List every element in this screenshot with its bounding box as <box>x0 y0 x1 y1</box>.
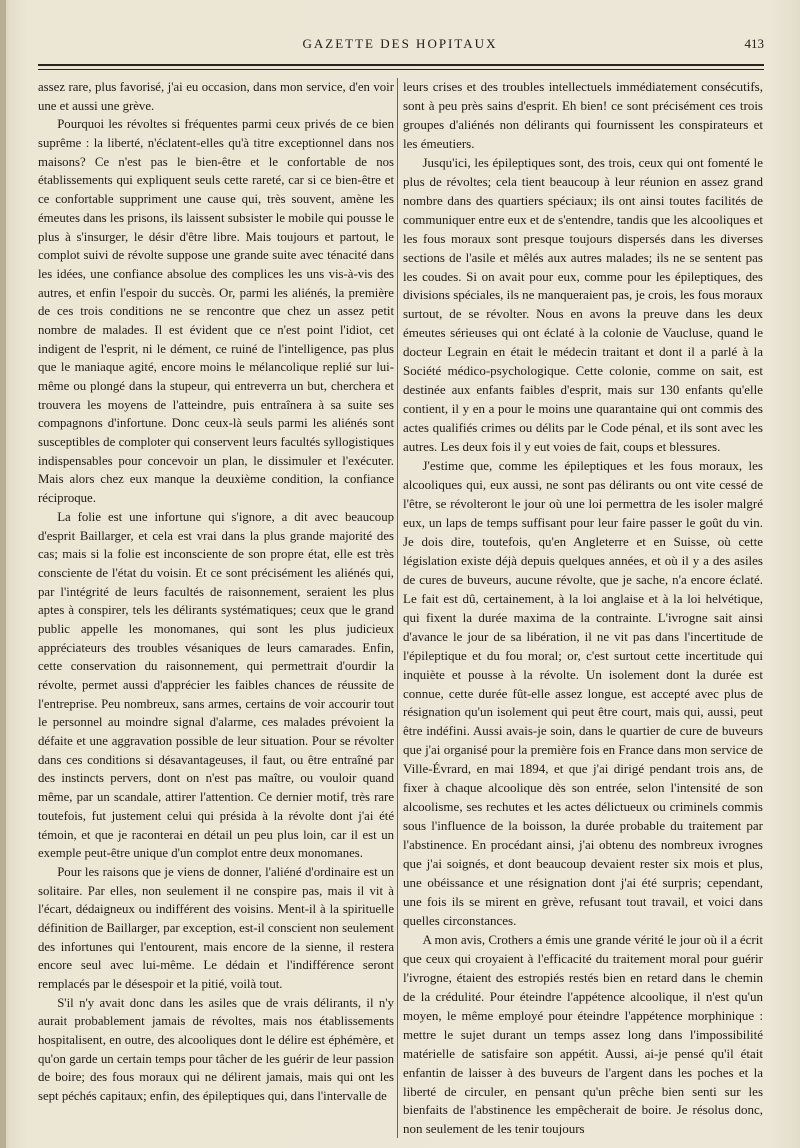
paragraph: A mon avis, Crothers a émis une grande vérité le jour où il a écrit que ceux qui croyaient à l'efficacité du traitement moral pour guérir l'ivrogne, étaient des estropiés restés bien en retard dans le chemin de la crédulité. Pour éteindre l'appétence alcoolique, il n'est qu'un moyen, le même employé pour éteindre l'appétence morphinique : mettre le sujet durant un temps assez long dans l'impossibilité matérielle de satisfaire son appétit. Aussi, ai-je pensé qu'il était enfantin de laisser à des buveurs de l'argent dans les poches et la liberté de circuler, en pensant qu'un prêche bien senti sur les bienfaits de l'abstinence les empêcherait de boire. Je résolus donc, non seulement de les tenir toujours <box>403 931 763 1137</box>
page-binding-edge <box>0 0 6 1148</box>
paragraph: Pourquoi les révoltes si fréquentes parmi ceux privés de ce bien suprême : la liberté, n'éclatent-elles qu'à titre exceptionnel dans nos maisons? Ce n'est pas le bien-être et le confortable de nos établissements qui expliquent seuls cette rareté, car si ce bien-être et ce confortable suppriment une cause qui, très souvent, amène les émeutes dans les prisons, ils laissent subsister le mobile qui pousse le plus à s'insurger, le désir d'être libre. Mais toujours et partout, le complot suivi de révolte suppose une grande suite avec ténacité dans les idées, une confiance absolue des complices les uns vis-à-vis des autres, et enfin l'espoir du succès. Or, parmi les aliénés, la première de ces trois conditions ne se rencontre que chez un assez petit nombre de malades. Il est évident que ce n'est point l'idiot, cet indigent de l'esprit, ni le dément, ce ruiné de l'intelligence, pas plus que le maniaque agité, encore moins le mélancolique replié sur lui-même ou plongé dans la stupeur, qui entreverra un but, cherchera et trouvera les moyens de l'atteindre, puis entraînera à sa suite ses compagnons d'infortune. Donc ceux-là seuls parmi les aliénés sont susceptibles de comploter qui conservent leurs facultés syllogistiques indispensables pour concevoir un plan, le dissimuler et l'exécuter. Mais alors chez eux manque la deuxième condition, la confiance réciproque. <box>38 117 394 506</box>
paragraph: Pour les raisons que je viens de donner, l'aliéné d'ordinaire est un solitaire. Par elles, non seulement il ne conspire pas, mais il vit à l'écart, dédaigneux ou indifférent des voisins. Ment-il à la spirituelle définition de Baillarger, par exception, est-il conscient non seulement des infortunes qui l'entourent, mais encore de la sienne, il restera encore seul avec lui-même. Le dédain et l'indifférence seront remplacés par le désespoir et la pitié, voilà tout. <box>38 864 394 991</box>
page-header <box>30 36 770 58</box>
running-title: GAZETTE DES HOPITAUX <box>302 36 498 51</box>
header-rule-thick <box>38 64 764 66</box>
left-column <box>38 78 394 1106</box>
page-number: 413 <box>744 36 764 51</box>
paragraph: S'il n'y avait donc dans les asiles que de vrais délirants, il n'y aurait probablement jamais de révoltes, mais nos établissements hospitalisent, en outre, des alcooliques dont le délire est éphémère, et qu'on garde un certain temps pour tâcher de les guérir de leur passion de boire; des fous moraux qui ne délirent jamais, mais qui ont les sept péchés capitaux; enfin, des épileptiques qui, dans l'intervalle de <box>38 995 394 1104</box>
paragraph: La folie est une infortune qui s'ignore, a dit avec beaucoup d'esprit Baillarger, et cela est vrai dans la plus grande majorité des cas; mais si la folie est inconsciente de son propre état, elle est très consciente de l'état du voisin. Et ce sont précisément les aliénés qui, par l'intégrité de leurs facultés de raisonnement, seraient les plus aptes à conspirer, tels les délirants systématiques; ceux que le grand public appelle les monomanes, qui sont les plus judicieux appréciateurs des troubles vésaniques de leurs camarades. Enfin, cette conservation du raisonnement, qui permettrait d'ourdir la révolte, permet aussi d'apprécier les faibles chances de réussite de l'entreprise. Peu nombreux, sans armes, certains de voir accourir tout le personnel au moindre signal d'alarme, ces malades prévoient la défaite et une aggravation possible de leur situation. Pour se révolter dans ces conditions si désavantageuses, il faut, ou être entraîné par des instincts pervers, dont on n'est pas maître, ou vouloir quand même, par un scandale, attirer l'attention. Ce dernier motif, très rare toutefois, fut justement celui qui présida à la révolte dont j'ai été témoin, et que je raconterai en détail un peu plus loin, car il est un exemple peut-être unique d'un complot entre deux monomanes. <box>38 509 394 861</box>
header-rule-thin <box>38 69 764 70</box>
paragraph: assez rare, plus favorisé, j'ai eu occasion, dans mon service, d'en voir une et aussi une grève. <box>38 80 394 113</box>
paragraph: Jusqu'ici, les épileptiques sont, des trois, ceux qui ont fomenté le plus de révoltes; cela tient beaucoup à leur réunion en assez grand nombre dans des quartiers spéciaux; ils ont ainsi toutes facilités de communiquer entre eux et de s'entendre, tandis que les alcooliques et les fous moraux sont presque toujours dispersés dans les diverses sections de l'asile et mêlés aux autres malades; ils ne se sentent pas les coudes. Si on avait pour eux, comme pour les épileptiques, des divisions spéciales, ils ne manqueraient pas, je crois, les fous moraux surtout, de se révolter. Nous en avons la preuve dans les deux émeutes sérieuses qui ont éclaté à la colonie de Vaucluse, quand le docteur Legrain en était le médecin traitant et dont il a parlé à la Société médico-psychologique. Cette colonie, comme on sait, est destinée aux enfants faibles d'esprit, mais sur 130 enfants qu'elle contient, il y en a pour le moins une quarantaine qui ont commis des actes qualifiés crimes ou délits par le Code pénal, et ils sont avec les autres. Les deux fois il y eut voies de fait, coups et blessures. <box>403 154 763 455</box>
paragraph: J'estime que, comme les épileptiques et les fous moraux, les alcooliques qui, eux aussi, ne sont pas délirants ou ont vite cessé de l'être, se révolteront le jour où une loi permettra de les isoler malgré eux, un laps de temps suffisant pour leur faire passer le goût du vin. Je dois dire, toutefois, qu'en Angleterre et en Suisse, où cette législation existe déjà depuis quelques années, et où il y a des asiles de cures de buveurs, aucune révolte, que je sache, n'a encore éclaté. Le fait est dû, certainement, à la loi anglaise et à la loi helvétique, qui fixent la durée maxima de la contrainte. L'ivrogne sait ainsi d'avance le jour de sa libération, il ne vit pas dans l'incertitude de l'épileptique et du fou moral; or, c'est surtout cette incertitude qui inquiète et pousse à la révolte. Un isolement dont la durée est connue, cette durée fût-elle assez longue, est accepté avec plus de résignation qu'un isolement qui peut être court, mais qui, aussi, peut être indéfini. Aussi avais-je soin, dans le quartier de cure de buveurs que j'ai organisé pour la première fois en France dans mon service de Ville-Évrard, en mai 1894, et que j'ai dirigé pendant trois ans, de fixer à chaque alcoolique dès son entrée, selon l'intensité de son alcoolisme, ses rechutes et les actes délictueux ou criminels commis sous l'influence de la boisson, la durée probable du traitement par l'abstinence. En procédant ainsi, j'ai obtenu des nombreux ivrognes que j'ai soignés, et dont beaucoup devaient rester six mois et plus, une obéissance et une résignation dont j'ai été surpris; cependant, une fois ils se mirent en grève, refusant tout travail, et voici dans quelles circonstances. <box>403 458 763 928</box>
right-column <box>403 78 763 1139</box>
paragraph: leurs crises et des troubles intellectuels immédiatement consécutifs, sont à peu près sains d'esprit. Eh bien! ce sont précisément ces trois groupes d'aliénés non délirants qui fournissent les conspirateurs et les émeutiers. <box>403 79 763 151</box>
column-divider <box>397 78 398 1138</box>
